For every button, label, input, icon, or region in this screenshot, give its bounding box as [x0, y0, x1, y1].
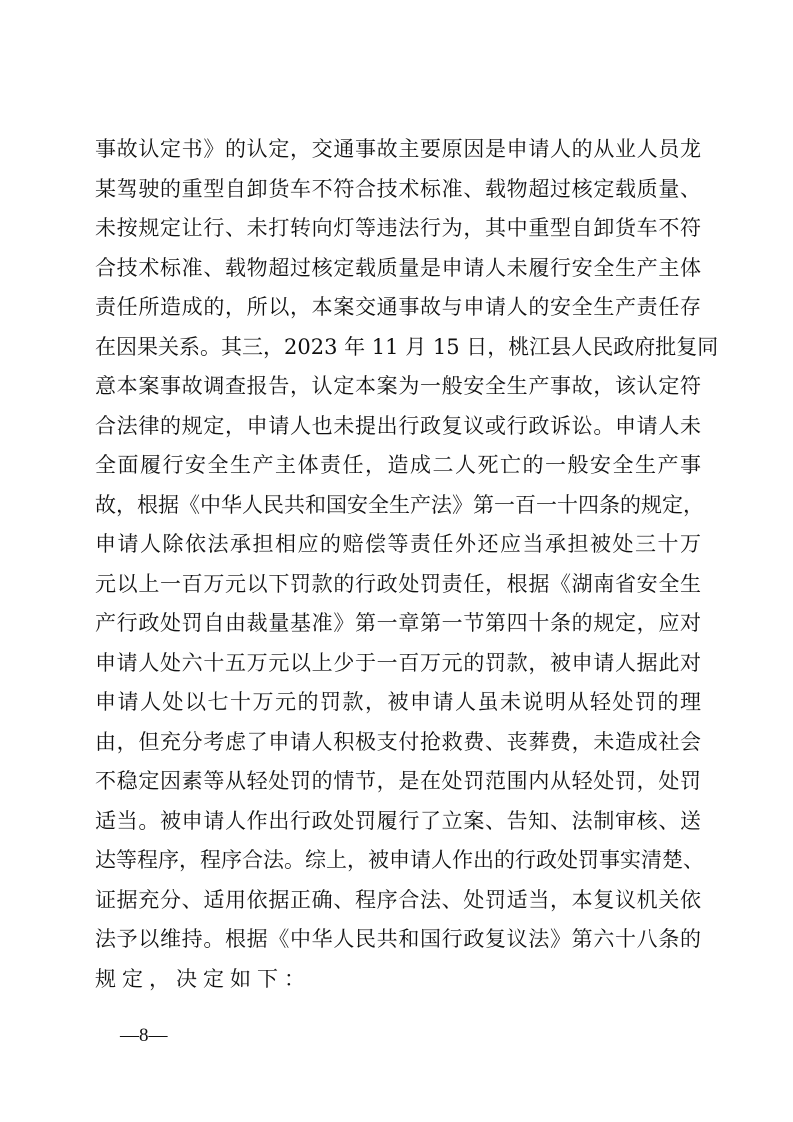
text-line: 元以上一百万元以下罚款的行政处罚责任，根据《湖南省安全生	[95, 571, 701, 596]
text-line: 故，根据《中华人民共和国安全生产法》第一百一十四条的规定，	[95, 492, 704, 517]
text-line: 适当。被申请人作出行政处罚履行了立案、告知、法制审核、送	[95, 808, 701, 833]
text-line: 合法律的规定，申请人也未提出行政复议或行政诉讼。申请人未	[95, 413, 701, 438]
text-line: 申请人处以七十万元的罚款，被申请人虽未说明从轻处罚的理	[95, 690, 701, 714]
text-line: 某驾驶的重型自卸货车不符合技术标准、载物超过核定载质量、	[95, 176, 701, 201]
text-line: 证据充分、适用依据正确、程序合法、处罚适当，本复议机关依	[95, 887, 701, 912]
text-line: 法予以维持。根据《中华人民共和国行政复议法》第六十八条的	[95, 927, 701, 951]
text-line: 规定，决定如下：	[95, 966, 311, 991]
text-line: 合技术标准、载物超过核定载质量是申请人未履行安全生产主体	[95, 255, 701, 280]
text-line: 不稳定因素等从轻处罚的情节，是在处罚范围内从轻处罚，处罚	[95, 769, 701, 793]
text-line: 申请人处六十五万元以上少于一百万元的罚款，被申请人据此对	[95, 650, 701, 675]
text-line: 意本案事故调查报告，认定本案为一般安全生产事故，该认定符	[95, 374, 701, 398]
text-line: 达等程序，程序合法。综上，被申请人作出的行政处罚事实清楚、	[95, 848, 704, 872]
text-line: 事故认定书》的认定，交通事故主要原因是申请人的从业人员龙	[95, 137, 701, 161]
text-line: 在因果关系。其三，2023 年 11 月 15 日，桃江县人民政府批复同	[95, 334, 719, 359]
text-line: 产行政处罚自由裁量基准》第一章第一节第四十条的规定，应对	[95, 611, 701, 635]
document-body	[95, 130, 719, 999]
text-line: 责任所造成的，所以，本案交通事故与申请人的安全生产责任存	[95, 295, 701, 319]
text-line: 由，但充分考虑了申请人积极支付抢救费、丧葬费，未造成社会	[95, 729, 701, 754]
text-line: 全面履行安全生产主体责任，造成二人死亡的一般安全生产事	[95, 453, 701, 477]
page-number: —8—	[120, 1025, 168, 1046]
text-line: 未按规定让行、未打转向灯等违法行为，其中重型自卸货车不符	[95, 216, 701, 240]
text-line: 申请人除依法承担相应的赔偿等责任外还应当承担被处三十万	[95, 532, 701, 556]
